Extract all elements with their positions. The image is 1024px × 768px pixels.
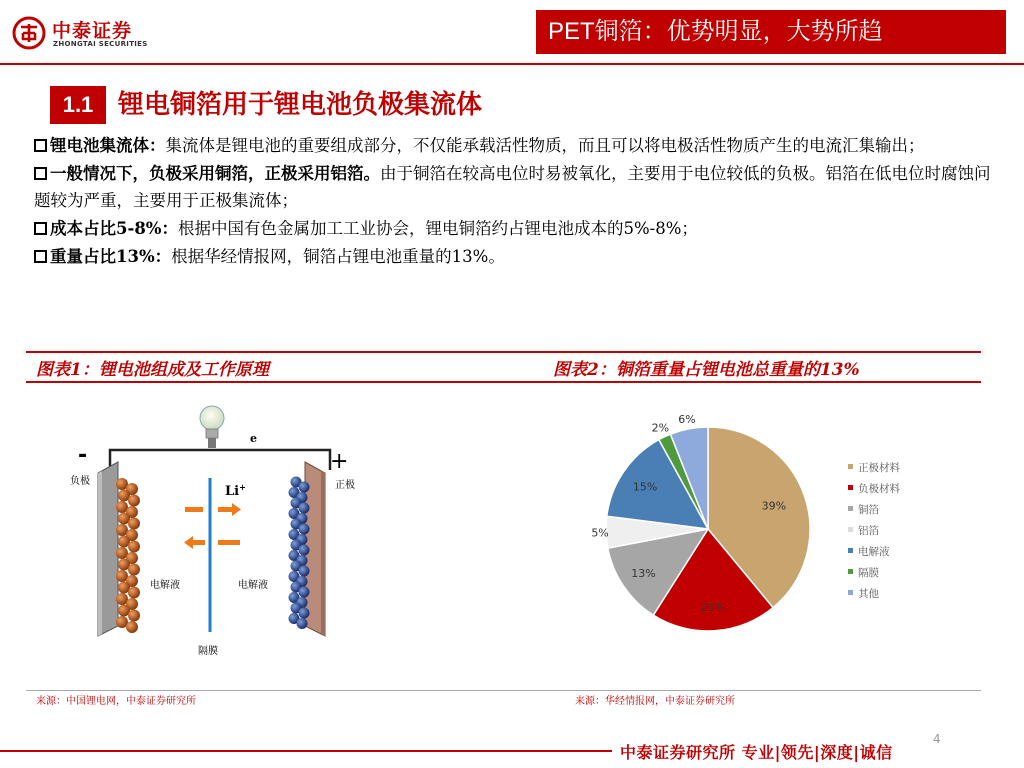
anode-particle — [128, 495, 140, 507]
legend-label: 电解液 — [858, 546, 890, 558]
figure-top-rule — [26, 351, 981, 353]
pie-data-label: 5% — [591, 526, 609, 540]
legend-item — [848, 584, 900, 605]
legend-item — [848, 521, 900, 542]
bullet-body: 集流体是锂电池的重要组成部分，不仅能承载活性物质，而且可以将电极活性物质产生的电流汇集输出； — [165, 136, 925, 155]
checkbox-square-icon — [34, 250, 47, 263]
anode-label: 负极 — [70, 476, 90, 487]
pie-data-label: 39% — [761, 499, 787, 513]
separator-label: 隔膜 — [198, 646, 218, 657]
plus-sign: + — [330, 449, 349, 474]
company-logo — [12, 14, 162, 54]
legend-swatch — [848, 569, 853, 574]
bullet-item — [34, 160, 994, 214]
bullet-heading: 重量占比13%： — [50, 247, 172, 266]
slide-title: PET铜箔：优势明显，大势所趋 — [536, 10, 1006, 54]
bullet-item — [34, 243, 994, 270]
bullet-heading: 一般情况下，负极采用铜箔，正极采用铝箔。 — [50, 164, 380, 183]
cathode-particle — [299, 587, 310, 598]
bullet-body: 根据中国有色金属加工工业协会，锂电铜箔约占锂电池成本的5%-8%； — [178, 219, 698, 238]
legend-swatch — [848, 548, 853, 553]
bullet-item — [34, 132, 994, 159]
pie-data-label: 15% — [632, 480, 658, 494]
logo-english-name: ZHONGTAI SECURITIES — [53, 40, 148, 48]
legend-label: 铝箔 — [858, 525, 879, 537]
anode-particle — [128, 610, 140, 622]
cathode-particle — [299, 566, 310, 577]
figure-bottom-rule — [26, 381, 981, 383]
checkbox-square-icon — [34, 167, 47, 180]
legend-label: 负极材料 — [858, 483, 900, 495]
bullet-heading: 成本占比5-8%： — [50, 219, 178, 238]
cathode-particle — [297, 618, 308, 629]
bullet-list — [34, 132, 994, 271]
minus-sign: - — [78, 443, 88, 468]
legend-item — [848, 500, 900, 521]
legend-item — [848, 542, 900, 563]
legend-label: 隔膜 — [858, 567, 879, 579]
anode-particle — [128, 564, 140, 576]
pie-data-label: 6% — [678, 412, 696, 426]
external-circuit-wire — [110, 450, 330, 470]
bullet-item — [34, 215, 994, 242]
discharge-arrow-left-icon — [184, 536, 240, 549]
cathode-particle — [299, 524, 310, 535]
pie-legend — [848, 458, 900, 605]
electrolyte-right-label: 电解液 — [238, 580, 268, 591]
figure1-source: 来源：中国锂电网，中泰证券研究所 — [36, 696, 196, 707]
legend-item — [848, 458, 900, 479]
legend-label: 其他 — [858, 588, 879, 600]
figure1-caption: 图表1：锂电池组成及工作原理 — [36, 360, 269, 380]
figure2-source: 来源：华经情报网，中泰证券研究所 — [575, 696, 735, 707]
pie-data-label: 2% — [651, 421, 670, 435]
source-divider — [26, 690, 981, 691]
cathode-particle — [299, 482, 310, 493]
legend-item — [848, 479, 900, 500]
legend-label: 正极材料 — [858, 462, 900, 474]
checkbox-square-icon — [34, 139, 47, 152]
light-bulb-icon — [200, 406, 224, 448]
electrolyte-left-label: 电解液 — [150, 580, 180, 591]
company-logo-mark-icon — [12, 16, 46, 50]
anode-particle — [128, 518, 140, 530]
bullet-heading: 锂电池集流体： — [50, 136, 166, 155]
legend-swatch — [848, 527, 853, 532]
cathode-particle — [299, 608, 310, 619]
charge-arrow-right-icon — [185, 503, 241, 516]
footer-slogan: 中泰证券研究所 专业|领先|深度|诚信 — [620, 743, 893, 762]
checkbox-square-icon — [34, 222, 47, 235]
pie-data-label: 20% — [700, 600, 726, 614]
page-number: 4 — [933, 732, 941, 746]
header-divider — [0, 63, 1024, 65]
electron-label: e — [250, 432, 257, 445]
cathode-particle — [299, 545, 310, 556]
footer-rule — [0, 750, 612, 752]
cathode-label: 正极 — [335, 480, 355, 491]
legend-label: 铜箔 — [858, 504, 879, 516]
section-number: 1.1 — [50, 86, 106, 124]
anode-particle — [126, 621, 138, 633]
anode-particle — [128, 541, 140, 553]
bullet-body: 由于铜箔在较高电位时易被氧化，主要用于电位较低的负极。铝箔在低电位时腐蚀问题较为严重，主要用于正极集流体； — [34, 164, 991, 210]
anode-particle — [128, 587, 140, 599]
legend-swatch — [848, 485, 853, 490]
section-title: 锂电铜箔用于锂电池负极集流体 — [118, 90, 483, 120]
legend-swatch — [848, 590, 853, 595]
legend-swatch — [848, 506, 853, 511]
logo-chinese-name: 中泰证券 — [52, 20, 133, 42]
anode-graphite-particles — [116, 478, 140, 633]
cathode-particle — [299, 503, 310, 514]
pie-data-label: 13% — [631, 566, 656, 580]
li-ion-label: Li+ — [225, 482, 246, 499]
bullet-body: 根据华经情报网，铜箔占锂电池重量的13%。 — [171, 247, 505, 266]
legend-item — [848, 563, 900, 584]
battery-diagram — [60, 400, 420, 665]
legend-swatch — [848, 464, 853, 469]
figure2-caption: 图表2：铜箔重量占锂电池总重量的13% — [553, 360, 860, 380]
